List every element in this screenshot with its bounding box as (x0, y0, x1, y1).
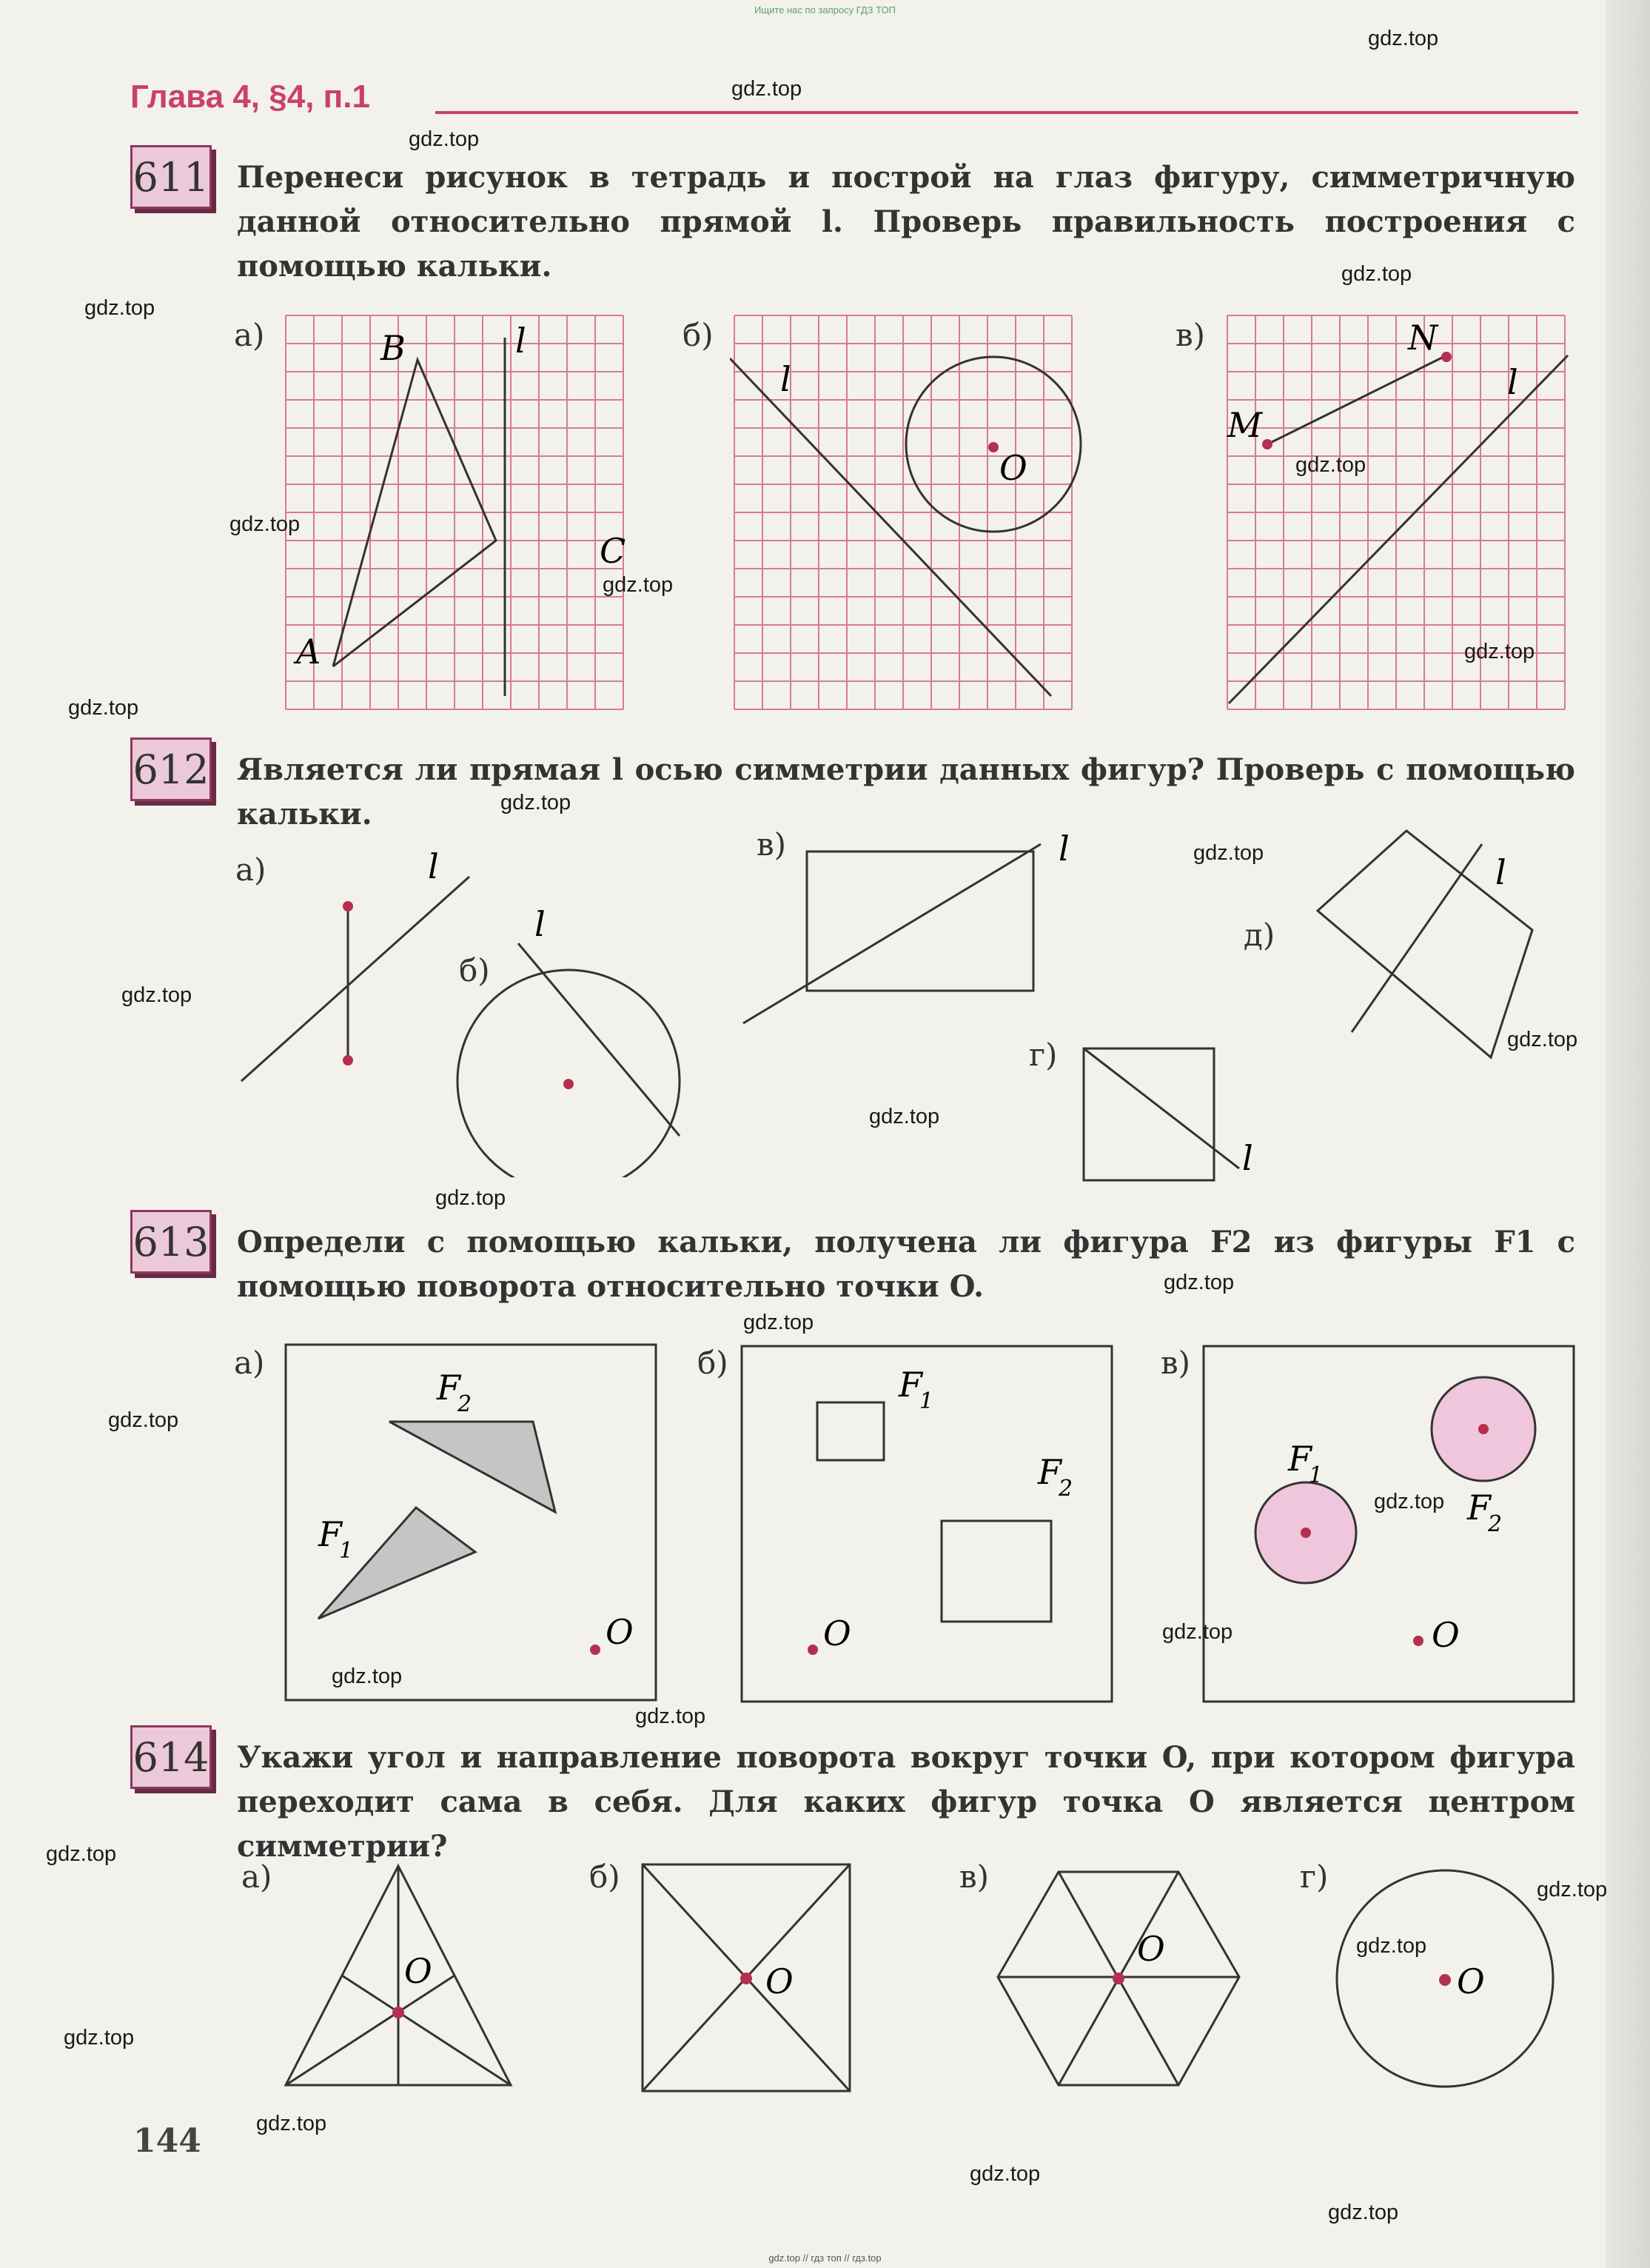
label-O: O (1457, 1961, 1485, 2001)
label-613-v: в) (1161, 1345, 1191, 1381)
watermark: gdz.top (635, 1705, 706, 1728)
endpoint (343, 1055, 353, 1066)
label-612-b: б) (459, 952, 490, 989)
label-F: F (1467, 1488, 1491, 1528)
task-612-text: Является ли прямая l осью симметрии данных фигур? Проверь с помощью кальки. (237, 752, 1575, 832)
label-N: N (1408, 318, 1438, 358)
center-F2 (1478, 1424, 1489, 1434)
label-614-a: а) (241, 1859, 272, 1895)
point-O (1413, 1636, 1423, 1646)
watermark: gdz.top (46, 1842, 117, 1866)
watermark: gdz.top (500, 791, 571, 814)
watermark: gdz.top (869, 1105, 940, 1128)
watermark: gdz.top (603, 573, 674, 597)
watermark: gdz.top (256, 2112, 327, 2135)
figure-F2 (389, 1422, 555, 1512)
label-O: O (1137, 1929, 1165, 1969)
label-611-b: б) (683, 317, 714, 353)
watermark: gdz.top (1162, 1620, 1233, 1644)
label-F: F (1288, 1439, 1312, 1479)
median (286, 1976, 455, 2085)
label-M: M (1227, 405, 1263, 445)
label-sub: 2 (457, 1391, 472, 1417)
figure-613-v (1199, 1340, 1584, 1710)
watermark: gdz.top (970, 2162, 1041, 2186)
label-sub: 1 (1309, 1462, 1324, 1488)
bottom-note: gdz.top // гдз топ // гдз.top (768, 2252, 882, 2264)
label-612-a: а) (235, 852, 266, 888)
watermark: gdz.top (1507, 1028, 1578, 1051)
watermark: gdz.top (1295, 453, 1366, 477)
watermark: gdz.top (1464, 640, 1535, 663)
label-l: l (1495, 852, 1506, 892)
figure-614-b (637, 1859, 859, 2103)
line-l (743, 844, 1041, 1023)
point-O (590, 1645, 600, 1655)
center-point-O (988, 442, 999, 452)
figure-614-g (1332, 1866, 1569, 2103)
line-l (730, 358, 1051, 696)
watermark: gdz.top (435, 1186, 506, 1210)
label-sub: 1 (339, 1538, 354, 1564)
point-O (740, 1973, 752, 1984)
label-613-b: б) (697, 1345, 728, 1381)
label-F: F (1038, 1452, 1062, 1492)
circle (457, 970, 680, 1177)
label-614-g: г) (1300, 1859, 1329, 1895)
watermark: gdz.top (108, 1408, 179, 1432)
label-614-b: б) (589, 1859, 620, 1895)
task-number-611: 611 (130, 145, 212, 209)
label-611-a: а) (234, 317, 265, 353)
line-l (241, 877, 469, 1081)
line-l (518, 943, 680, 1136)
point-M (1262, 439, 1272, 449)
figure-611-b (730, 311, 1085, 726)
watermark: gdz.top (1368, 27, 1439, 50)
watermark: gdz.top (1193, 841, 1264, 865)
watermark: gdz.top (1341, 262, 1412, 286)
label-612-g: г) (1029, 1037, 1058, 1073)
watermark: gdz.top (121, 983, 192, 1007)
figure-612-b (452, 896, 703, 1177)
center-F1 (1301, 1528, 1311, 1538)
chapter-underline (435, 111, 1578, 114)
endpoint (343, 901, 353, 911)
grid-611-a (286, 315, 623, 709)
label-A: A (296, 632, 321, 672)
label-F: F (318, 1514, 342, 1554)
watermark: gdz.top (731, 77, 802, 101)
watermark: gdz.top (68, 696, 139, 720)
figure-611-a (281, 311, 637, 726)
point-O (392, 2007, 404, 2018)
watermark: gdz.top (1537, 1878, 1608, 1901)
label-l: l (1059, 829, 1070, 869)
label-l: l (515, 321, 526, 361)
label-l: l (1242, 1138, 1253, 1178)
figure-612-a (222, 837, 489, 1111)
point-O (1439, 1974, 1451, 1986)
watermark: gdz.top (1356, 1934, 1427, 1958)
label-611-v: в) (1176, 317, 1206, 353)
figure-612-g (1066, 1029, 1288, 1192)
figure-614-v (992, 1866, 1266, 2103)
median (342, 1976, 511, 2085)
watermark: gdz.top (1164, 1271, 1235, 1294)
label-l: l (428, 846, 439, 886)
label-B: B (380, 328, 406, 368)
label-O: O (823, 1613, 851, 1653)
watermark: gdz.top (84, 296, 155, 320)
figure-613-a (281, 1340, 666, 1710)
page-edge-shadow (1606, 0, 1650, 2268)
label-O: O (1432, 1615, 1460, 1655)
label-O: O (999, 448, 1027, 488)
task-613-text: Определи с помощью кальки, получена ли фигура F2 из фигуры F1 с помощью поворота относительно точки O. (237, 1225, 1575, 1304)
point-O (808, 1645, 818, 1655)
label-l: l (1507, 362, 1518, 402)
center-point (563, 1079, 574, 1089)
watermark: gdz.top (64, 2026, 135, 2050)
task-611-text: Перенеси рисунок в тетрадь и построй на глаз фигуру, симметричную данной относительно прямой l. Проверь правильность построения с помощью кальки. (237, 160, 1575, 284)
chapter-title: Глава 4, §4, п.1 (130, 78, 370, 115)
task-number-612: 612 (130, 737, 212, 801)
label-612-d: д) (1244, 917, 1275, 953)
watermark: gdz.top (229, 512, 301, 536)
label-O: O (606, 1612, 634, 1652)
task-number-613: 613 (130, 1210, 212, 1274)
task-number-614: 614 (130, 1725, 212, 1789)
watermark: gdz.top (743, 1311, 814, 1334)
label-F: F (437, 1368, 460, 1408)
label-F: F (899, 1365, 922, 1405)
label-614-v: в) (959, 1859, 990, 1895)
label-l: l (780, 359, 791, 399)
point-N (1441, 352, 1452, 362)
label-sub: 2 (1059, 1476, 1073, 1502)
label-612-v: в) (757, 826, 787, 863)
label-l: l (534, 904, 546, 944)
figure-614-a (281, 1851, 548, 2103)
line-l (1352, 844, 1482, 1032)
page-number: 144 (133, 2122, 201, 2160)
figure-F2 (942, 1521, 1051, 1622)
label-sub: 2 (1488, 1511, 1503, 1537)
label-O: O (765, 1961, 794, 2001)
point-O (1113, 1973, 1124, 1984)
figure-613-b (737, 1340, 1122, 1710)
watermark: gdz.top (1374, 1490, 1445, 1513)
label-C: C (600, 531, 626, 571)
figure-F1 (817, 1402, 884, 1460)
watermark: gdz.top (332, 1665, 403, 1688)
top-note: Ищите нас по запросу ГДЗ ТОП (754, 4, 896, 16)
line-l (1084, 1048, 1239, 1168)
watermark: gdz.top (1328, 2201, 1399, 2224)
label-O: O (404, 1951, 432, 1991)
label-sub: 1 (919, 1388, 934, 1414)
rectangle (807, 852, 1033, 991)
square (1084, 1048, 1214, 1180)
watermark: gdz.top (409, 127, 480, 151)
label-613-a: а) (234, 1345, 265, 1381)
task-614-text: Укажи угол и направление поворота вокруг точки O, при котором фигура переходит сама в себя. Для каких фигур точка O является центром симметрии? (237, 1740, 1575, 1864)
figure-612-v (733, 822, 1081, 1044)
